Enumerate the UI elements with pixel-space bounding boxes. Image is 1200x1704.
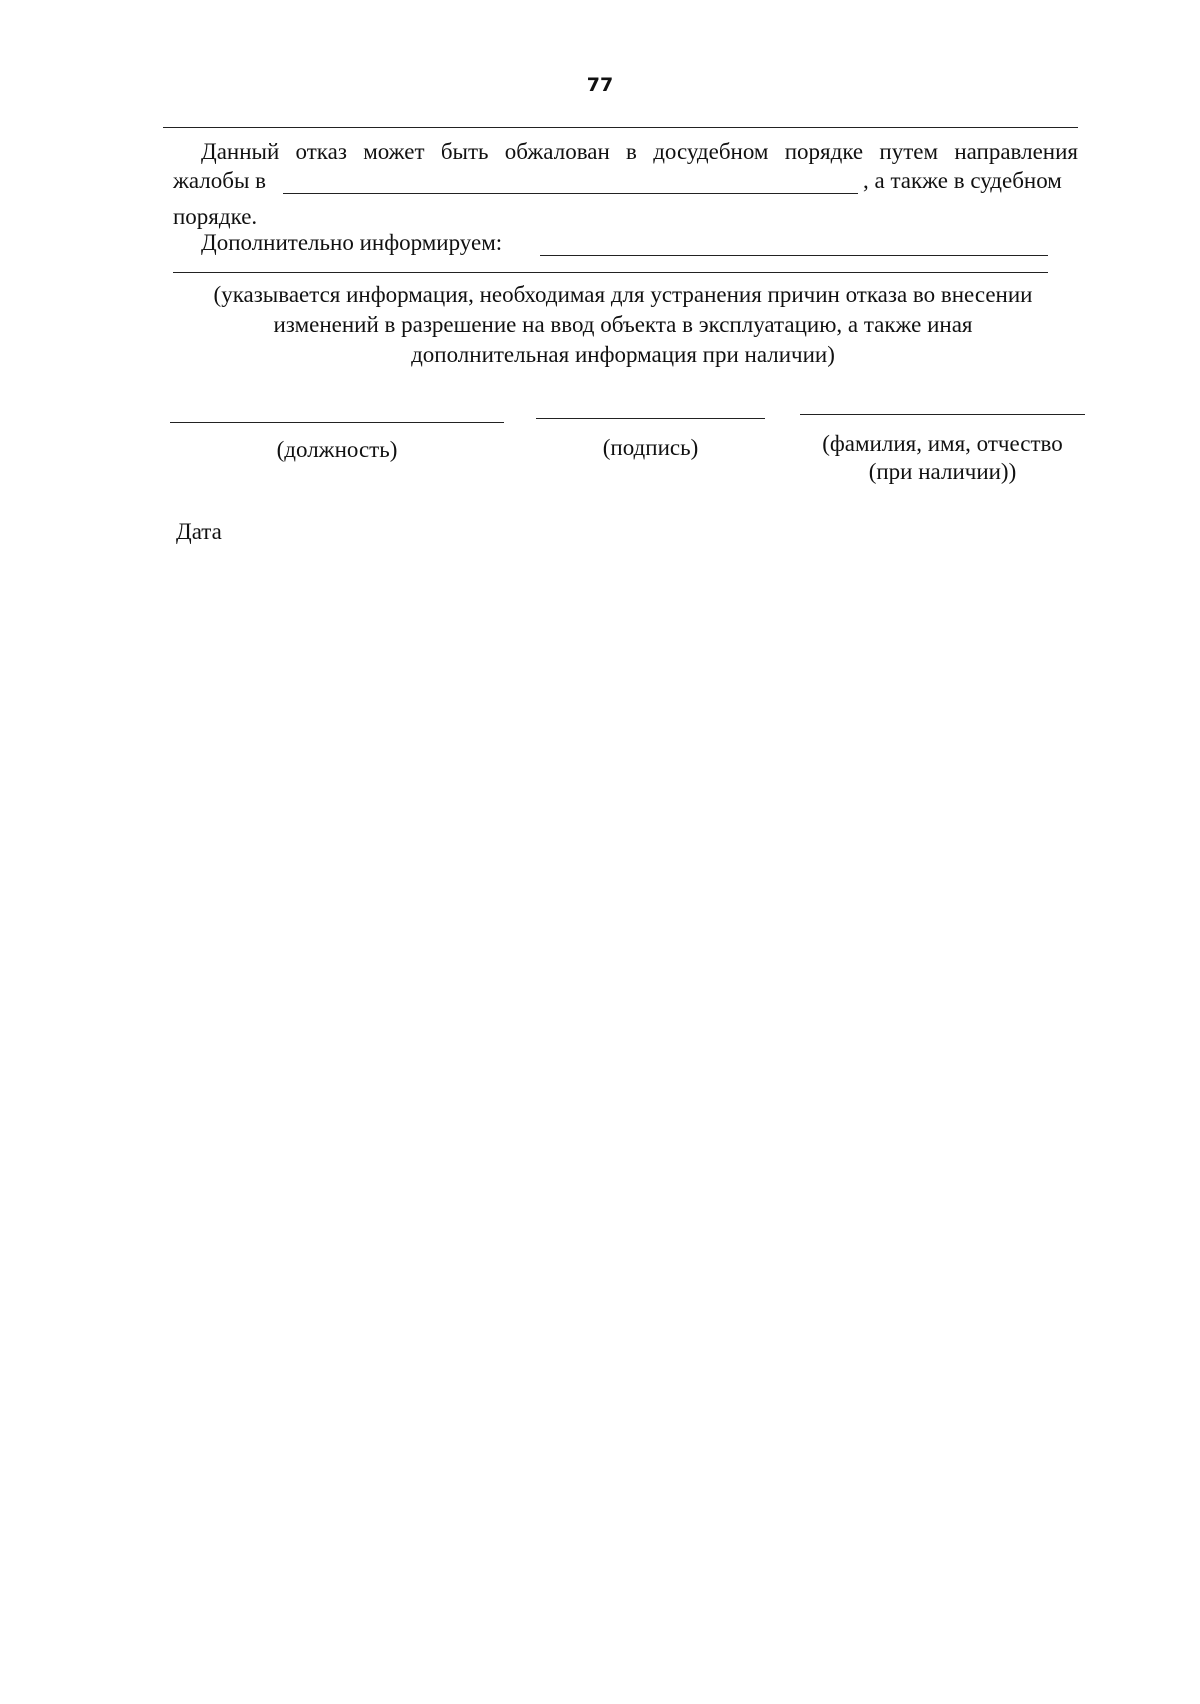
position-label: (должность)	[276, 437, 398, 462]
full-name-label-line-2: (при наличии))	[868, 459, 1017, 484]
full-name-label	[790, 430, 1095, 486]
signature-blank[interactable]	[536, 418, 765, 419]
note-line-1: (указывается информация, необходимая для устранения причин отказа во внесении	[213, 282, 1033, 307]
signature-label: (подпись)	[602, 435, 699, 460]
additional-info-label: Дополнительно информируем:	[201, 230, 503, 255]
additional-info-blank-2[interactable]	[173, 272, 1048, 273]
position-blank[interactable]	[170, 422, 504, 423]
additional-info-note	[173, 280, 1073, 370]
appeal-text-line-1: Данный отказ может быть обжалован в досудебном порядке путем направления	[201, 139, 1078, 164]
appeal-text-line-2-end: , а также в судебном	[863, 168, 1062, 193]
full-name-blank[interactable]	[800, 414, 1085, 415]
date-label: Дата	[176, 519, 222, 544]
appeal-text-line-3: порядке.	[173, 204, 258, 229]
appeal-text-line-2-start: жалобы в	[173, 168, 267, 193]
full-name-label-line-1: (фамилия, имя, отчество	[822, 431, 1063, 456]
additional-info-blank[interactable]	[540, 255, 1048, 256]
note-line-2: изменений в разрешение на ввод объекта в эксплуатацию, а также иная	[273, 312, 973, 337]
page-number: 77	[586, 74, 614, 96]
note-line-3: дополнительная информация при наличии)	[411, 342, 835, 367]
complaint-recipient-blank[interactable]	[283, 193, 858, 194]
header-divider	[163, 127, 1078, 128]
